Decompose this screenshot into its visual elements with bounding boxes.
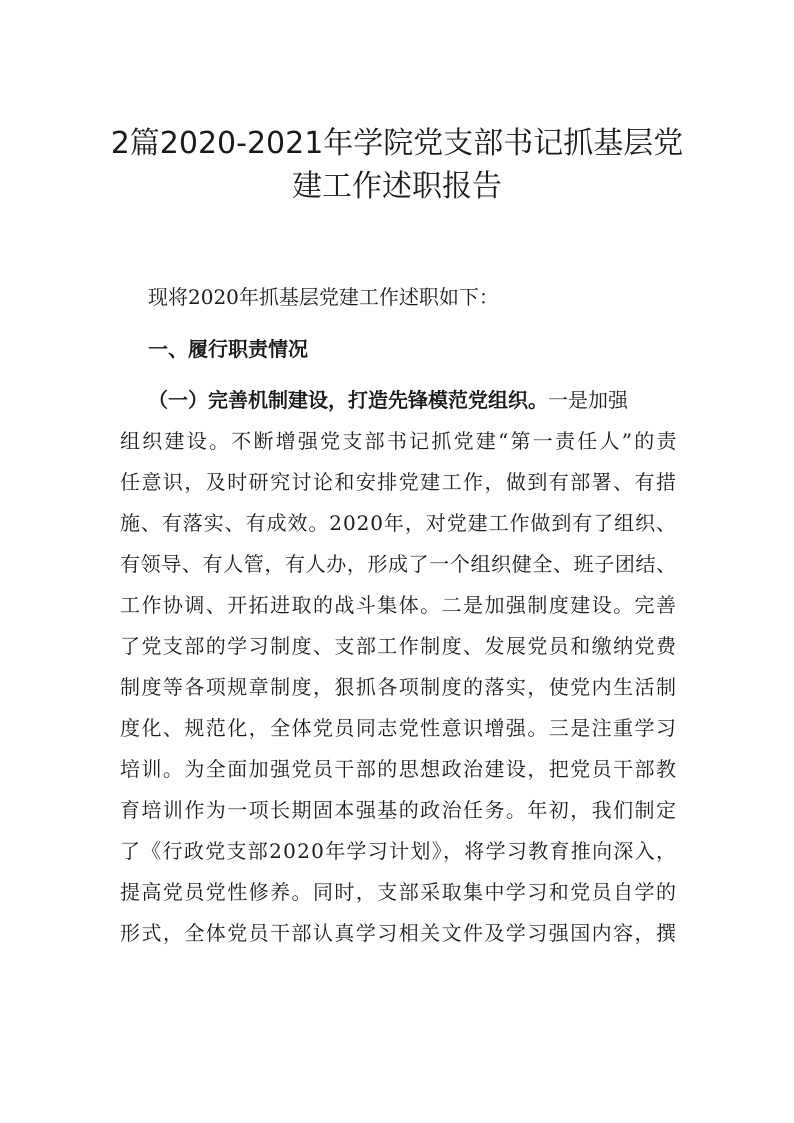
document-title-line-2: 建工作述职报告 [292, 169, 502, 204]
section-heading: 一、履行职责情况 [148, 337, 308, 361]
paragraph-line: 有领导、有人管，有人办，形成了一个组织健全、班子团结、 [120, 552, 677, 576]
paragraph-lead-bold: （一）完善机制建设，打造先锋模范党组织。 [148, 388, 548, 412]
paragraph-line: 育培训作为一项长期固本强基的政治任务。年初，我们制定 [120, 798, 678, 822]
document-title-line-1: 2篇2020-2021年学院党支部书记抓基层党 [110, 126, 684, 161]
paragraph-line: 组织建设。不断增强党支部书记抓党建“第一责任人”的责 [120, 429, 679, 453]
paragraph-line: 制度等各项规章制度，狠抓各项制度的落实，使党内生活制 [120, 675, 678, 699]
paragraph-line: 任意识，及时研究讨论和安排党建工作，做到有部署、有措 [120, 470, 678, 494]
paragraph-line: 形式，全体党员干部认真学习相关文件及学习强国内容，撰 [120, 921, 678, 945]
intro-paragraph: 现将2020年抓基层党建工作述职如下： [148, 285, 499, 309]
paragraph-line: 工作协调、开拓进取的战斗集体。二是加强制度建设。完善 [120, 593, 678, 617]
paragraph-line: 提高党员党性修养。同时，支部采取集中学习和党员自学的 [120, 880, 678, 904]
paragraph-first-line [148, 384, 628, 413]
paragraph-line: 了《行政党支部2020年学习计划》，将学习教育推向深入， [120, 839, 678, 863]
paragraph-line: 培训。为全面加强党员干部的思想政治建设，把党员干部教 [120, 757, 678, 781]
paragraph-line: 了党支部的学习制度、支部工作制度、发展党员和缴纳党费 [120, 634, 678, 658]
paragraph-line: 施、有落实、有成效。2020年，对党建工作做到有了组织、 [120, 511, 677, 535]
paragraph-line: 度化、规范化，全体党员同志党性意识增强。三是注重学习 [120, 716, 678, 740]
paragraph-lead-rest: 一是加强 [548, 388, 628, 412]
